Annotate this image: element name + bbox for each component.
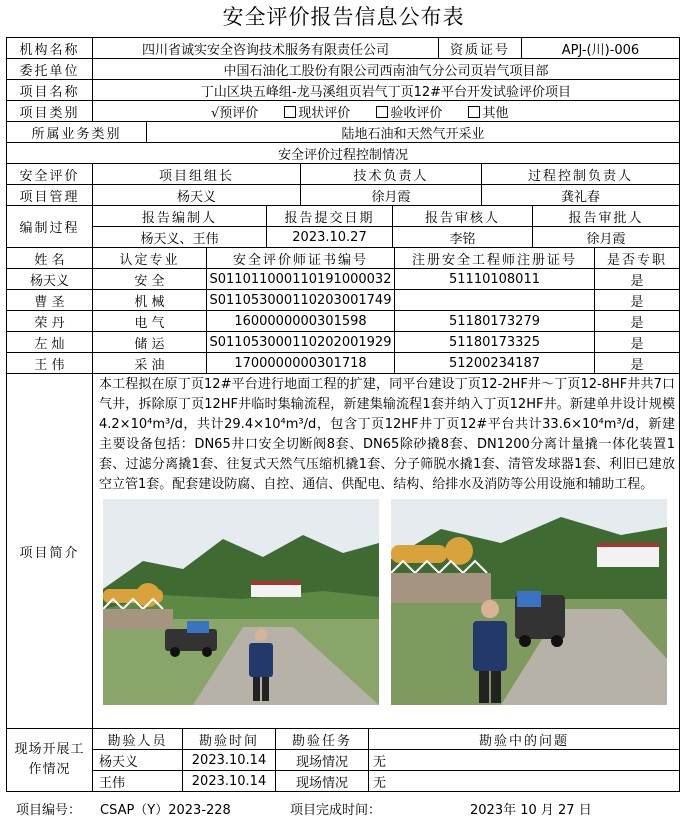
org-row bbox=[7, 38, 679, 59]
option-pre-eval: √预评价 bbox=[211, 105, 259, 121]
option-other: 其他 bbox=[468, 102, 508, 121]
checkbox-icon bbox=[376, 106, 388, 118]
project-type-label: 项目类别 bbox=[7, 101, 93, 121]
compile-block bbox=[7, 206, 679, 248]
client-label: 委托单位 bbox=[7, 59, 93, 79]
project-code-value: CSAP（Y）2023-228 bbox=[100, 803, 231, 818]
compile-values: 杨天义、王伟 2023.10.27 李铭 徐月霞 bbox=[93, 227, 679, 247]
org-value: 四川省诚实安全咨询技术服务有限责任公司 bbox=[93, 38, 439, 58]
industry-value: 陆地石油和天然气开采业 bbox=[341, 126, 485, 142]
site-block bbox=[7, 729, 679, 791]
cert-value: APJ-(川)-006 bbox=[561, 42, 640, 58]
client-row bbox=[7, 59, 679, 80]
project-type-row bbox=[7, 101, 679, 122]
page-title: 安全评价报告信息公布表 bbox=[222, 5, 465, 29]
industry-row bbox=[7, 122, 679, 143]
intro-block bbox=[7, 374, 679, 729]
project-name-label: 项目名称 bbox=[7, 80, 93, 100]
project-name-value: 丁山区块五峰组-龙马溪组页岩气丁页12#平台开发试验评价项目 bbox=[200, 84, 572, 100]
site-label: 现场开展工作情况 bbox=[7, 729, 93, 791]
industry-label: 所属业务类别 bbox=[7, 122, 147, 142]
intro-label: 项目简介 bbox=[7, 374, 93, 728]
compile-label: 编制过程 bbox=[7, 206, 93, 247]
option-status-eval: 现状评价 bbox=[284, 102, 350, 121]
process-lead: 龚礼春 bbox=[560, 189, 600, 205]
team-leader: 杨天义 bbox=[93, 185, 301, 205]
table-row: 杨天义 安 全 S011011000110191000032 51110108011 是 bbox=[7, 269, 679, 290]
site-headers: 勘验人员 勘验时间 勘验任务 勘验中的问题 bbox=[93, 729, 679, 750]
project-name-row bbox=[7, 80, 679, 101]
completion-value: 2023年 10 月 27 日 bbox=[470, 803, 592, 818]
control-header-row bbox=[7, 143, 679, 164]
site-photo-left bbox=[103, 499, 379, 705]
management-block bbox=[7, 164, 679, 206]
project-code-label: 项目编号： bbox=[16, 803, 82, 818]
client-value: 中国石油化工股份有限公司西南油气分公司页岩气项目部 bbox=[223, 63, 549, 79]
cert-label: 资质证号 bbox=[439, 38, 522, 58]
checkbox-icon bbox=[468, 106, 480, 118]
staff-header-row: 姓 名 认定专业 安全评价师证书编号 注册安全工程师注册证号 是否专职 bbox=[7, 248, 679, 269]
footer bbox=[0, 797, 687, 819]
table-row: 曹 圣 机 械 S011053000110203001749 是 bbox=[7, 290, 679, 311]
checkbox-icon bbox=[284, 106, 296, 118]
table-row: 荣 丹 电 气 1600000000301598 51180173279 是 bbox=[7, 311, 679, 332]
table-row: 王伟 2023.10.14 现场情况 无 bbox=[93, 771, 679, 791]
compile-headers: 报告编制人 报告提交日期 报告审核人 报告审批人 bbox=[93, 206, 679, 227]
completion-label: 项目完成时间： bbox=[290, 803, 382, 818]
option-acceptance-eval: 验收评价 bbox=[376, 102, 442, 121]
management-values bbox=[93, 185, 679, 205]
intro-text: 本工程拟在原丁页12#平台进行地面工程的扩建，同平台建设丁页12-2HF井～丁页12-8HF井共7口气井，拆除原丁页12HF井临时集输流程，新建集输流程1套并纳入丁页12HF井。新建单井设计规模4.2×10⁴m³/d，共计29.4×10⁴m³/d，包含丁页12HF井丁页12#平台共计33.6×10⁴m³/d，新建主要设备包括：DN65井口安全切断阀8套、DN65除砂撬8套、DN1200分离计量撬一体化装置1套、过滤分离撬1套、往复式天然气压缩机撬1套、分子筛脱水撬1套、清管发球器1套、利旧已建放空立管1套。配套建设防腐、自控、通信、供配电、结构、给排水及消防等公用设施和辅助工程。 bbox=[99, 377, 675, 492]
management-label: 安全评价 项目管理 bbox=[7, 164, 93, 205]
photo-row bbox=[93, 499, 679, 705]
control-header: 安全评价过程控制情况 bbox=[277, 147, 408, 163]
table-row: 王 伟 采 油 1700000000301718 51200234187 是 bbox=[7, 353, 679, 374]
table-row: 左 灿 储 运 S011053000110202001929 51180173325 是 bbox=[7, 332, 679, 353]
table-row: 杨天义 2023.10.14 现场情况 无 bbox=[93, 750, 679, 771]
management-headers: 项目组组长 技术负责人 过程控制负责人 bbox=[93, 164, 679, 185]
org-label: 机构名称 bbox=[7, 38, 93, 58]
info-table bbox=[6, 37, 680, 792]
site-photo-right bbox=[391, 499, 667, 705]
tech-lead: 徐月霞 bbox=[301, 185, 482, 205]
project-type-options bbox=[93, 101, 679, 121]
